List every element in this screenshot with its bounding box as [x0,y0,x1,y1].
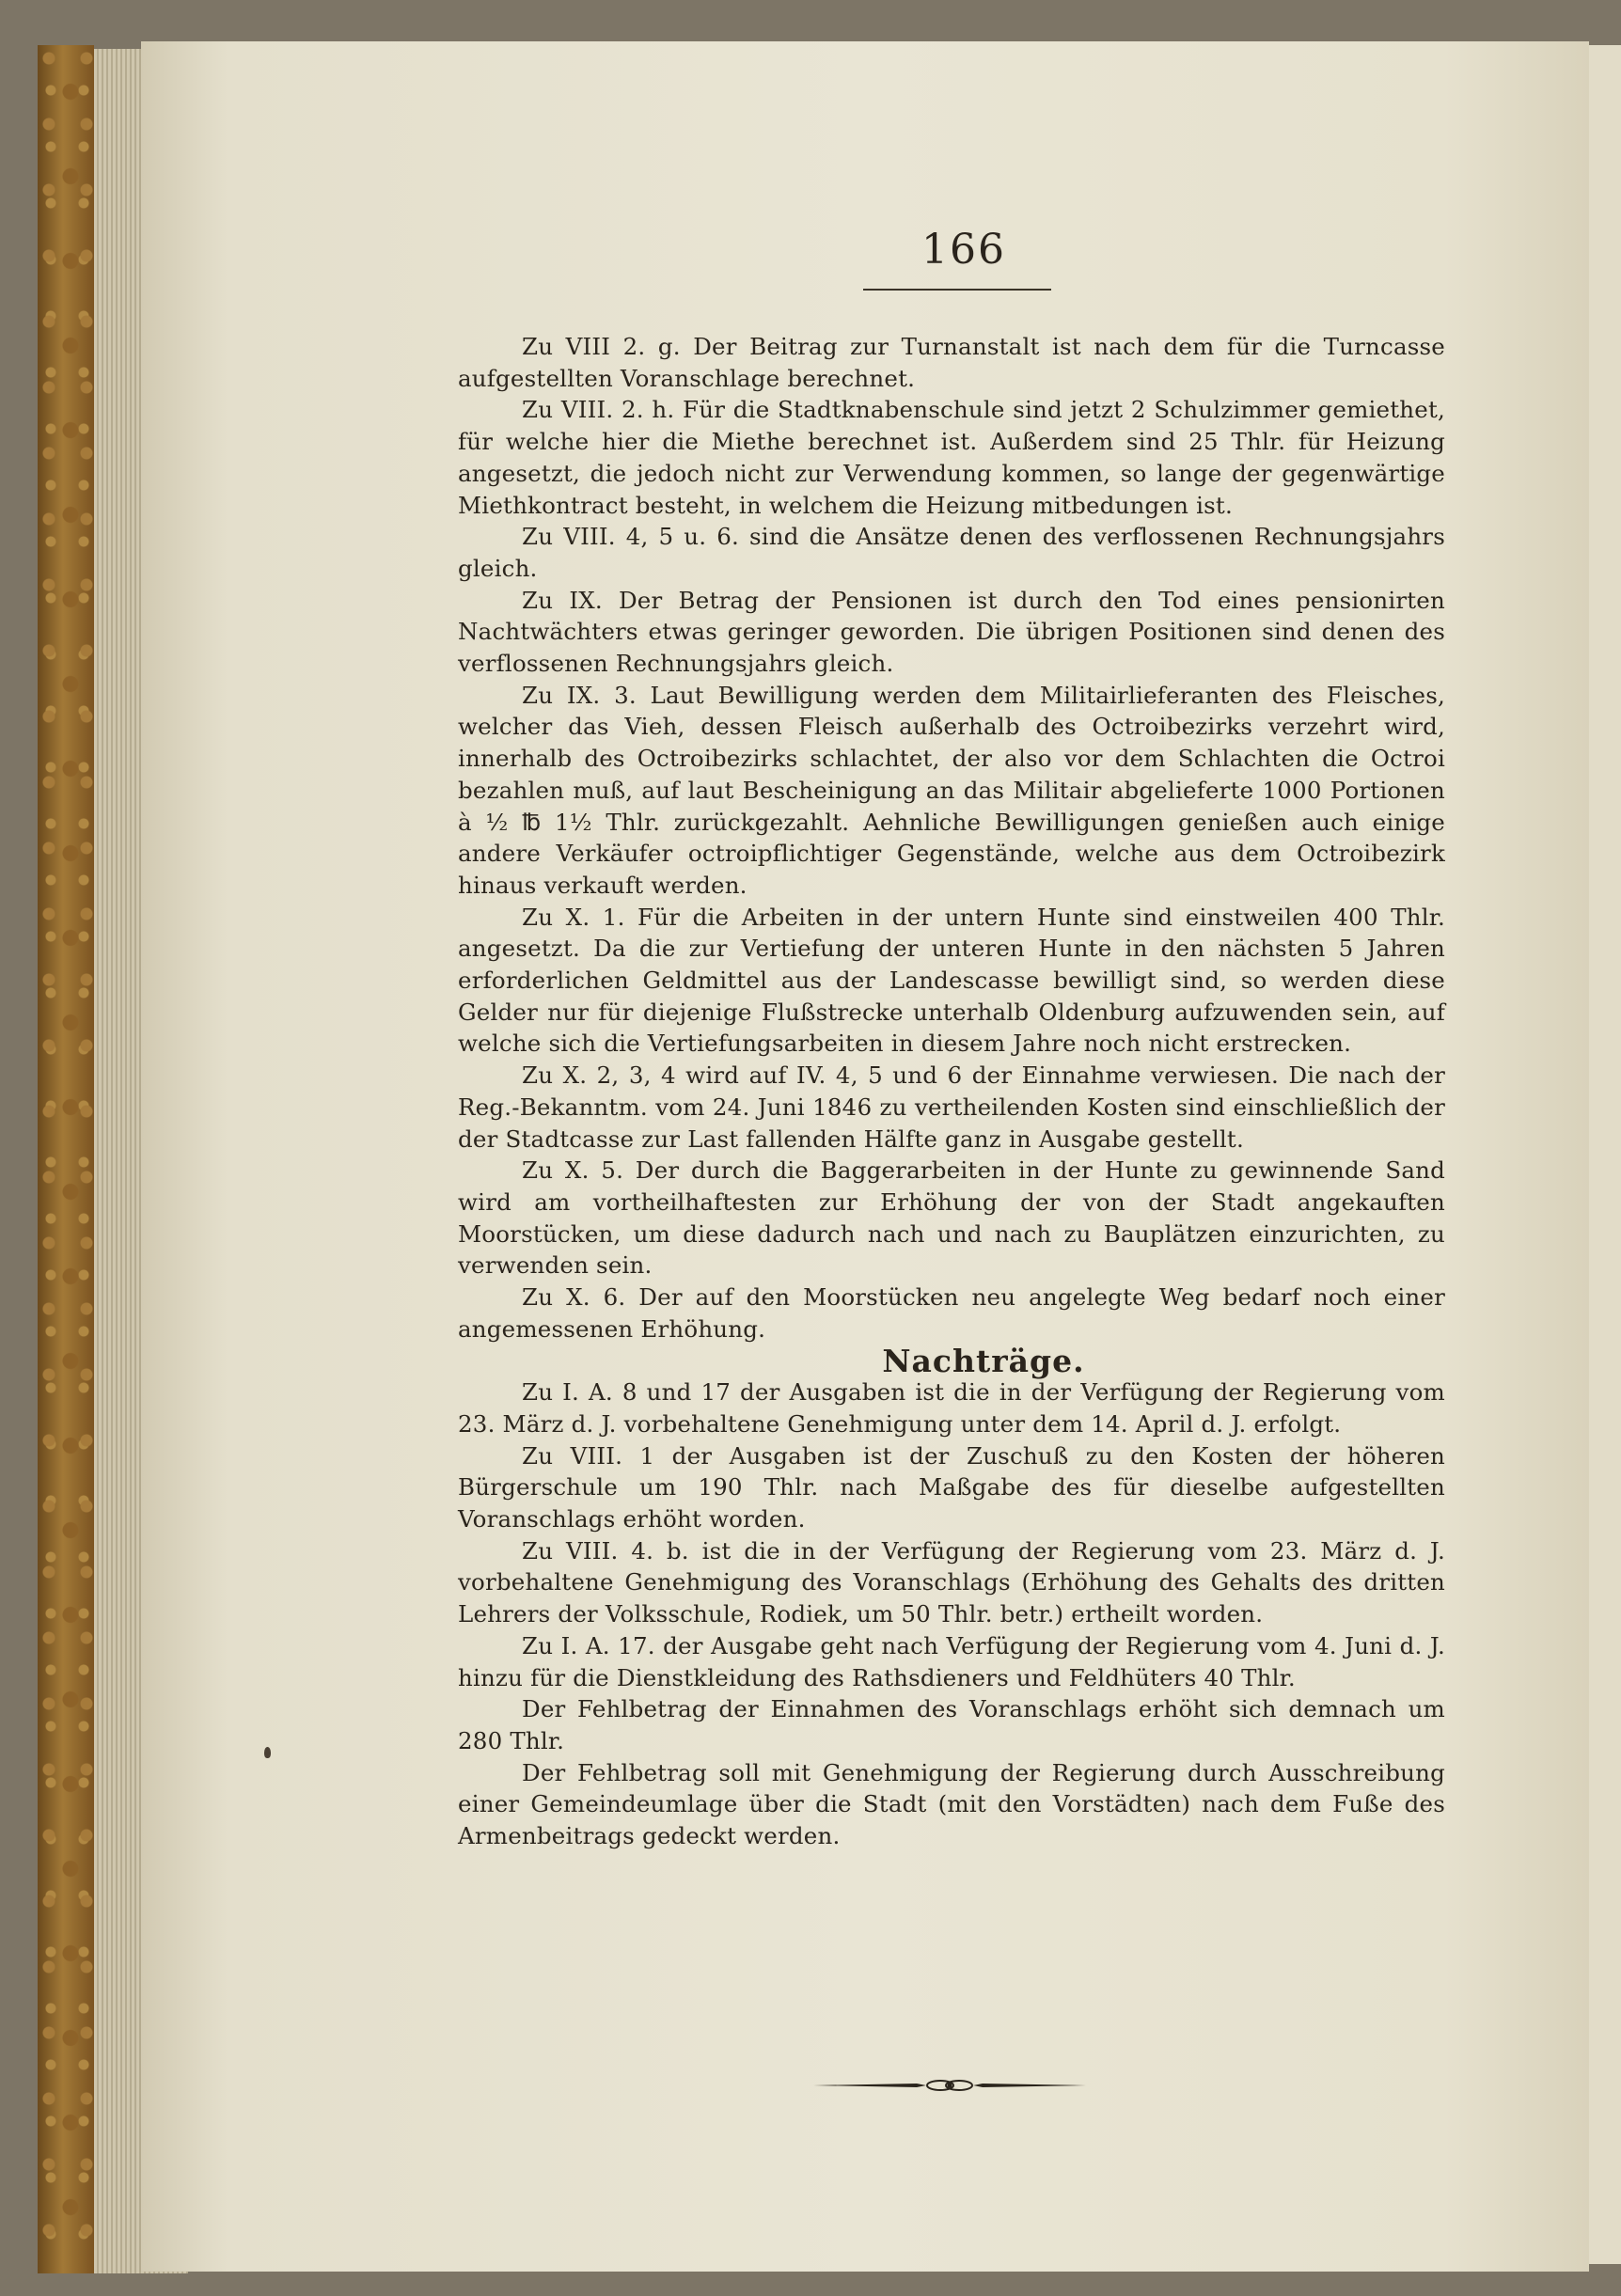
page-number: 166 [921,226,1006,274]
paragraph: Zu IX. Der Betrag der Pensionen ist durch den Tod eines pensionirten Nachtwächters etwas geringer geworden. Die übrigen Positionen sind denen des verflossenen Rechnungsjahrs gleich. [458,586,1445,678]
section-heading: Nachträge. [882,1342,1085,1379]
paragraph: Zu VIII 2. g. Der Beitrag zur Turnanstalt ist nach dem für die Turncasse aufgestellten Voranschlage berechnet. [458,333,1445,392]
page-body [458,331,1445,1852]
paragraph: Zu X. 2, 3, 4 wird auf IV. 4, 5 und 6 der Einnahme verwiesen. Die nach der Reg.-Bekanntm. vom 24. Juni 1846 zu vertheilenden Kosten sind einschließlich der der Stadtcasse zur Last fallenden Hälfte ganz in Ausgabe gestellt. [458,1062,1445,1153]
book-cover-edge [38,45,94,2273]
page-number-rule [863,289,1051,291]
paragraph: Zu VIII. 2. h. Für die Stadtknabenschule sind jetzt 2 Schulzimmer gemiethet, für welche hier die Miethe berechnet ist. Außerdem sind 25 Thlr. für Heizung angesetzt, die jedoch nicht zur Verwendung kommen, so lange der gegenwärtige Miethkontract besteht, in welchem die Heizung mitbedungen ist. [458,396,1445,519]
next-page-edge [1589,45,1621,2264]
appendix-paragraph: Zu VIII. 1 der Ausgaben ist der Zuschuß zu den Kosten der höheren Bürgerschule um 190 Thlr. nach Maßgabe des für dieselbe aufgestellten Voranschlags erhöht worden. [458,1441,1445,1533]
appendix-paragraph: Zu VIII. 4. b. ist die in der Verfügung der Regierung vom 23. März d. J. vorbehaltene Genehmigung des Voranschlags (Erhöhung des Gehalts des dritten Lehrers der Volksschule, Rodiek, um 50 Thlr. betr.) ertheilt worden. [458,1536,1445,1628]
paragraph: Zu X. 6. Der auf den Moorstücken neu angelegte Weg bedarf noch einer angemessenen Erhöhung. [458,1283,1445,1343]
appendix-paragraph: Zu I. A. 17. der Ausgabe geht nach Verfügung der Regierung vom 4. Juni d. J. hinzu für die Dienstkleidung des Rathsdieners und Feldhüters 40 Thlr. [458,1631,1445,1691]
margin-mark [264,1747,271,1758]
paragraph: Zu X. 1. Für die Arbeiten in der untern Hunte sind einstweilen 400 Thlr. angesetzt. Da die zur Vertiefung der unteren Hunte in den nächsten 5 Jahren erforderlichen Geldmittel aus der Landescasse bewilligt sind, so werden diese Gelder nur für diejenige Flußstrecke unterhalb Oldenburg aufzuwenden sein, auf welche sich die Vertiefungsarbeiten in diesem Jahre noch nicht erstrecken. [458,903,1445,1058]
appendix-paragraph: Der Fehlbetrag soll mit Genehmigung der Regierung durch Ausschreibung einer Gemeindeumlage über die Stadt (mit den Vorstädten) nach dem Fuße des Armenbeitrags gedeckt werden. [458,1758,1445,1850]
paragraph: Zu X. 5. Der durch die Baggerarbeiten in der Hunte zu gewinnende Sand wird am vortheilhaftesten zur Erhöhung der von der Stadt angekauften Moorstücken, um diese dadurch nach und nach zu Bauplätzen einzurichten, zu verwenden sein. [458,1156,1445,1280]
paragraph: Zu IX. 3. Laut Bewilligung werden dem Militairlieferanten des Fleisches, welcher das Vieh, dessen Fleisch außerhalb des Octroibezirks verzehrt wird, innerhalb des Octroibezirks schlachtet, der also vor dem Schlachten die Octroi bezahlen muß, auf laut Bescheinigung an das Militair abgelieferte 1000 Portionen à ½ ℔ 1½ Thlr. zurückgezahlt. Aehnliche Bewilligungen genießen auch einige andere Verkäufer octroipflichtiger Gegenstände, welche aus dem Octroibezirk hinaus verkauft werden. [458,681,1445,899]
appendix-paragraph: Zu I. A. 8 und 17 der Ausgaben ist die in der Verfügung der Regierung vom 23. März d. J. vorbehaltene Genehmigung unter dem 14. April d. J. erfolgt. [458,1378,1445,1438]
end-ornament [813,2078,1086,2093]
appendix-paragraph: Der Fehlbetrag der Einnahmen des Voranschlags erhöht sich demnach um 280 Thlr. [458,1695,1445,1754]
paragraph: Zu VIII. 4, 5 u. 6. sind die Ansätze denen des verflossenen Rechnungsjahrs gleich. [458,523,1445,582]
